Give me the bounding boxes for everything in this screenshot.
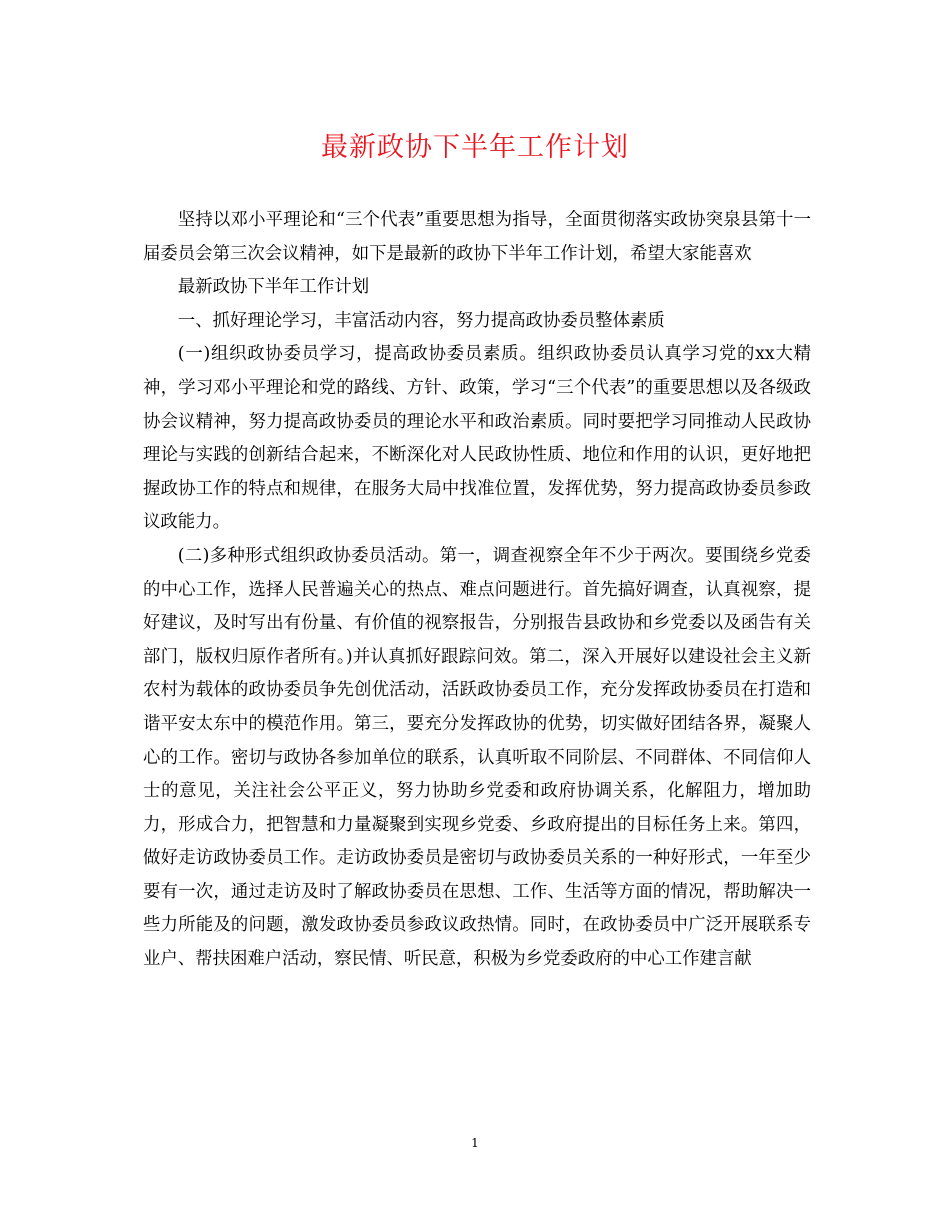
paragraph-item-2: (二)多种形式组织政协委员活动。第一，调查视察全年不少于两次。要围绕乡党委的中心工作，选择人民普遍关心的热点、难点问题进行。首先搞好调查，认真视察，提好建议，及时写出有份量、有价值的视察报告，分别报告县政协和乡党委以及函告有关部门，版权归原作者所有。)并认真抓好跟踪问效。第二，深入开展好以建设社会主义新农村为载体的政协委员争先创优活动，活跃政协委员工作，充分发挥政协委员在打造和谐平安太东中的模范作用。第三，要充分发挥政协的优势，切实做好团结各界，凝聚人心的工作。密切与政协各参加单位的联系，认真听取不同阶层、不同群体、不同信仰人士的意见，关注社会公平正义，努力协助乡党委和政府协调关系，化解阻力，增加助力，形成合力，把智慧和力量凝聚到实现乡党委、乡政府提出的目标任务上来。第四，做好走访政协委员工作。走访政协委员是密切与政协委员关系的一种好形式，一年至少要有一次，通过走访及时了解政协委员在思想、工作、生活等方面的情况，帮助解决一些力所能及的问题，激发政协委员参政议政热情。同时，在政协委员中广泛开展联系专业户、帮扶困难户活动，察民情、听民意，积极为乡党委政府的中心工作建言献 [143,545,811,970]
page-number: 1 [471,1136,479,1150]
paragraph-subtitle: 最新政协下半年工作计划 [177,277,370,298]
page-title: 最新政协下半年工作计划 [321,132,629,163]
paragraph-item-1: (一)组织政协委员学习，提高政协委员素质。组织政协委员认真学习党的xx大精神，学习邓小平理论和党的路线、方针、政策，学习“三个代表”的重要思想以及各级政协会议精神，努力提高政协委员的理论水平和政治素质。同时要把学习同推动人民政协理论与实践的创新结合起来，不断深化对人民政协性质、地位和作用的认识，更好地把握政协工作的特点和规律，在服务大局中找准位置，发挥优势，努力提高政协委员参政议政能力。 [143,344,811,533]
document-body [143,204,811,977]
paragraph-section-heading: 一、抓好理论学习，丰富活动内容，努力提高政协委员整体素质 [177,310,665,331]
paragraph-intro: 坚持以邓小平理论和“三个代表”重要思想为指导，全面贯彻落实政协突泉县第十一届委员会第三次会议精神，如下是最新的政协下半年工作计划，希望大家能喜欢 [143,210,811,264]
